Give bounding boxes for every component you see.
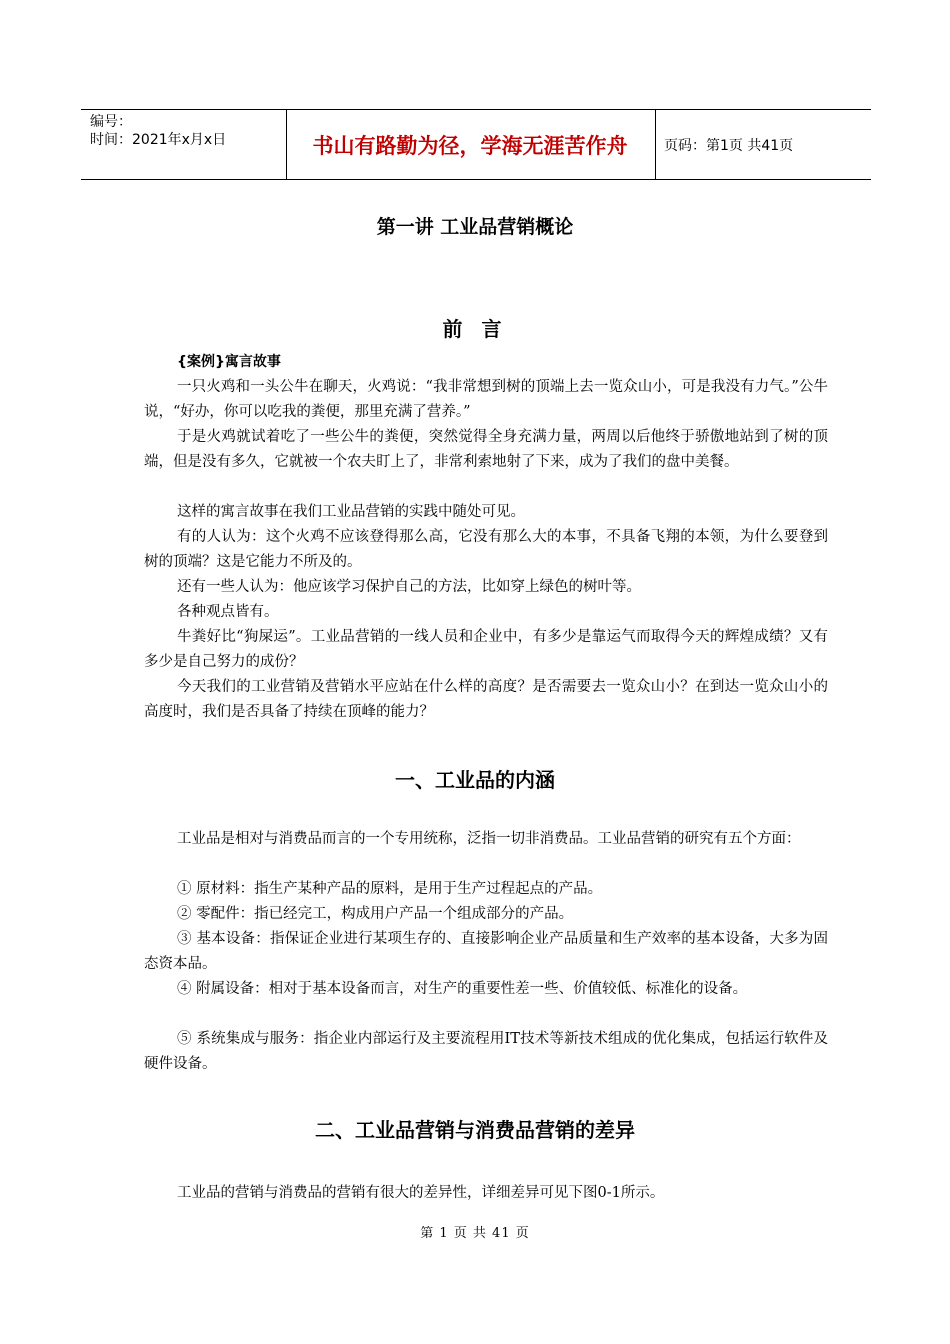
case-label: {案例}寓言故事 [177, 354, 281, 370]
preface-paragraph: 各种观点皆有。 [177, 604, 279, 620]
document-title: 第一讲 工业品营销概论 [376, 216, 574, 238]
preface-paragraph: 一只火鸡和一头公牛在聊天，火鸡说：“我非常想到树的顶端上去一览众山小，可是我没有力气。”公牛说，“好办，你可以吃我的粪便，那里充满了营养。” [144, 379, 828, 420]
section1-heading: 一、工业品的内涵 [395, 768, 555, 792]
document-header-table [81, 109, 871, 180]
section1-list-item: ② 零配件：指已经完工，构成用户产品一个组成部分的产品。 [177, 906, 574, 922]
header-meta-cell [81, 110, 281, 179]
number-label: 编号： [90, 114, 132, 130]
header-divider [655, 110, 656, 179]
section1-paragraph: 工业品是相对与消费品而言的一个专用统称，泛指一切非消费品。工业品营销的研究有五个方面： [177, 831, 801, 847]
section1-list-item: ④ 附属设备：相对于基本设备而言，对生产的重要性差一些、价值较低、标准化的设备。 [177, 981, 748, 997]
header-motto: 书山有路勤为径，学海无涯苦作舟 [312, 133, 628, 158]
header-page-info: 页码：第1页 共41页 [664, 137, 794, 154]
section1-list-item: ⑤ 系统集成与服务：指企业内部运行及主要流程用IT技术等新技术组成的优化集成，包括运行软件及硬件设备。 [144, 1031, 828, 1072]
preface-paragraph: 这样的寓言故事在我们工业品营销的实践中随处可见。 [177, 504, 525, 520]
section2-heading: 二、工业品营销与消费品营销的差异 [315, 1118, 635, 1142]
preface-paragraph: 还有一些人认为：他应该学习保护自己的方法，比如穿上绿色的树叶等。 [177, 579, 641, 595]
preface-paragraph: 牛粪好比“狗屎运”。工业品营销的一线人员和企业中，有多少是靠运气而取得今天的辉煌成绩？又有多少是自己努力的成份？ [144, 629, 828, 670]
preface-paragraph: 今天我们的工业营销及营销水平应站在什么样的高度？是否需要去一览众山小？在到达一览众山小的高度时，我们是否具备了持续在顶峰的能力？ [144, 679, 828, 720]
preface-heading: 前 言 [442, 317, 508, 341]
time-label: 时间：2021年x月x日 [90, 132, 227, 148]
page-footer: 第 1 页 共 41 页 [420, 1226, 530, 1241]
preface-paragraph: 有的人认为：这个火鸡不应该登得那么高，它没有那么大的本事，不具备飞翔的本领，为什么要登到树的顶端？这是它能力不所及的。 [144, 529, 828, 570]
section1-list-item: ③ 基本设备：指保证企业进行某项生存的、直接影响企业产品质量和生产效率的基本设备，大多为固态资本品。 [144, 931, 828, 972]
preface-paragraph: 于是火鸡就试着吃了一些公牛的粪便，突然觉得全身充满力量，两周以后他终于骄傲地站到了树的顶端，但是没有多久，它就被一个农夫盯上了，非常利索地射了下来，成为了我们的盘中美餐。 [144, 429, 828, 470]
section2-paragraph: 工业品的营销与消费品的营销有很大的差异性，详细差异可见下图0-1所示。 [177, 1185, 665, 1201]
section1-list-item: ① 原材料：指生产某种产品的原料，是用于生产过程起点的产品。 [177, 881, 603, 897]
